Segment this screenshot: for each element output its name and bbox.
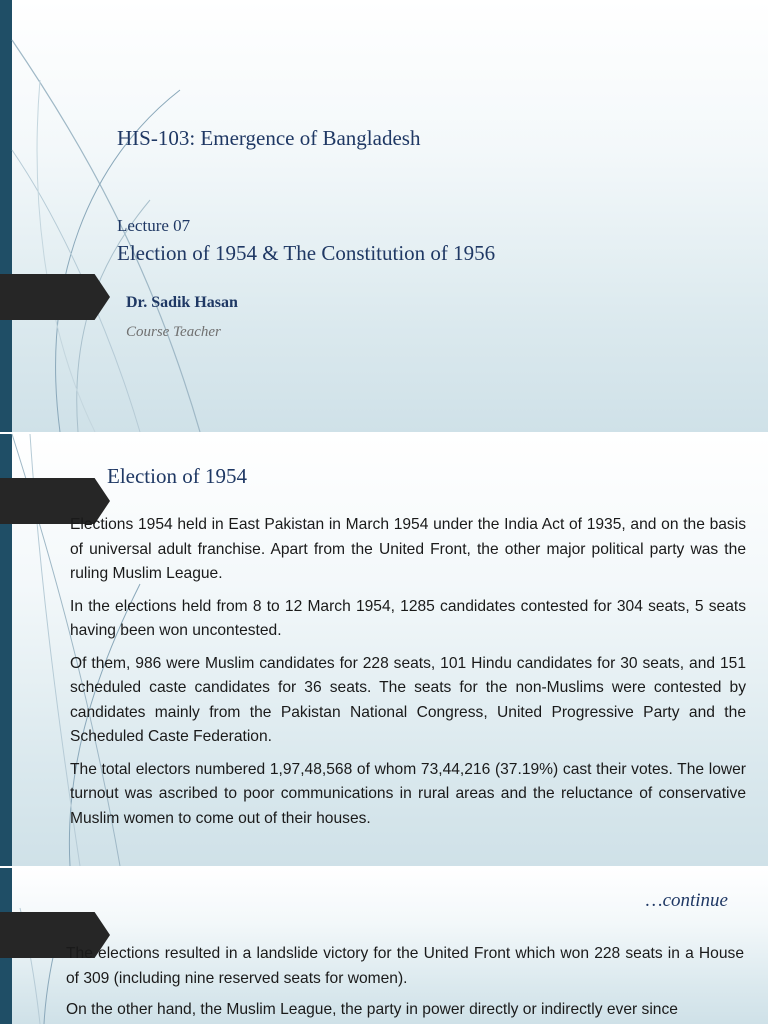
bullet-text: The elections resulted in a landslide victory for the United Front which won 228 seats in a House of 309 (including nine reserved seats for women).: [66, 945, 744, 987]
lecture-label: Lecture 07: [117, 216, 191, 235]
decorative-curves: [0, 0, 768, 432]
slide-election-1954: [0, 434, 768, 866]
bullet-list: [66, 942, 744, 1024]
bullet-text: The total electors numbered 1,97,48,568 of whom 73,44,216 (37.19%) cast their votes. The lower turnout was ascribed to poor communications in rural areas and the reluctance of conservative Muslim women to come out of their houses.: [70, 760, 746, 827]
author-name: Dr. Sadik Hasan: [126, 294, 238, 311]
bullet-text: On the other hand, the Muslim League, the party in power directly or indirectly ever since: [66, 1001, 678, 1018]
list-item: [70, 595, 746, 644]
bullet-text: In the elections held from 8 to 12 March 1954, 1285 candidates contested for 304 seats, 5 seats having been won uncontested.: [70, 597, 746, 639]
slide-continue: [0, 868, 768, 1024]
list-item: [66, 998, 744, 1023]
slide-title: [0, 0, 768, 432]
course-title: HIS-103: Emergence of Bangladesh: [117, 126, 421, 150]
author-role: Course Teacher: [126, 324, 221, 340]
bullet-text: Of them, 986 were Muslim candidates for 228 seats, 101 Hindu candidates for 30 seats, and 151 scheduled caste candidates for 36 seats. The seats for the non-Muslims were contested by candidates mainly from the Pakistan National Congress, United Progressive Party and the Scheduled Caste Federation.: [70, 654, 746, 745]
bullet-list: [70, 513, 746, 839]
lecture-title: Election of 1954 & The Constitution of 1956: [117, 241, 496, 265]
list-item: [70, 758, 746, 832]
bullet-text: Elections 1954 held in East Pakistan in March 1954 under the India Act of 1935, and on the basis of universal adult franchise. Apart from the United Front, the other major political party was the ruling Muslim League.: [70, 516, 746, 582]
slide-tab-marker: [0, 274, 110, 320]
list-item: [70, 513, 746, 587]
slide-heading: Election of 1954: [107, 464, 247, 488]
list-item: [66, 942, 744, 991]
continue-label: …continue: [645, 890, 728, 911]
list-item: [70, 652, 746, 750]
